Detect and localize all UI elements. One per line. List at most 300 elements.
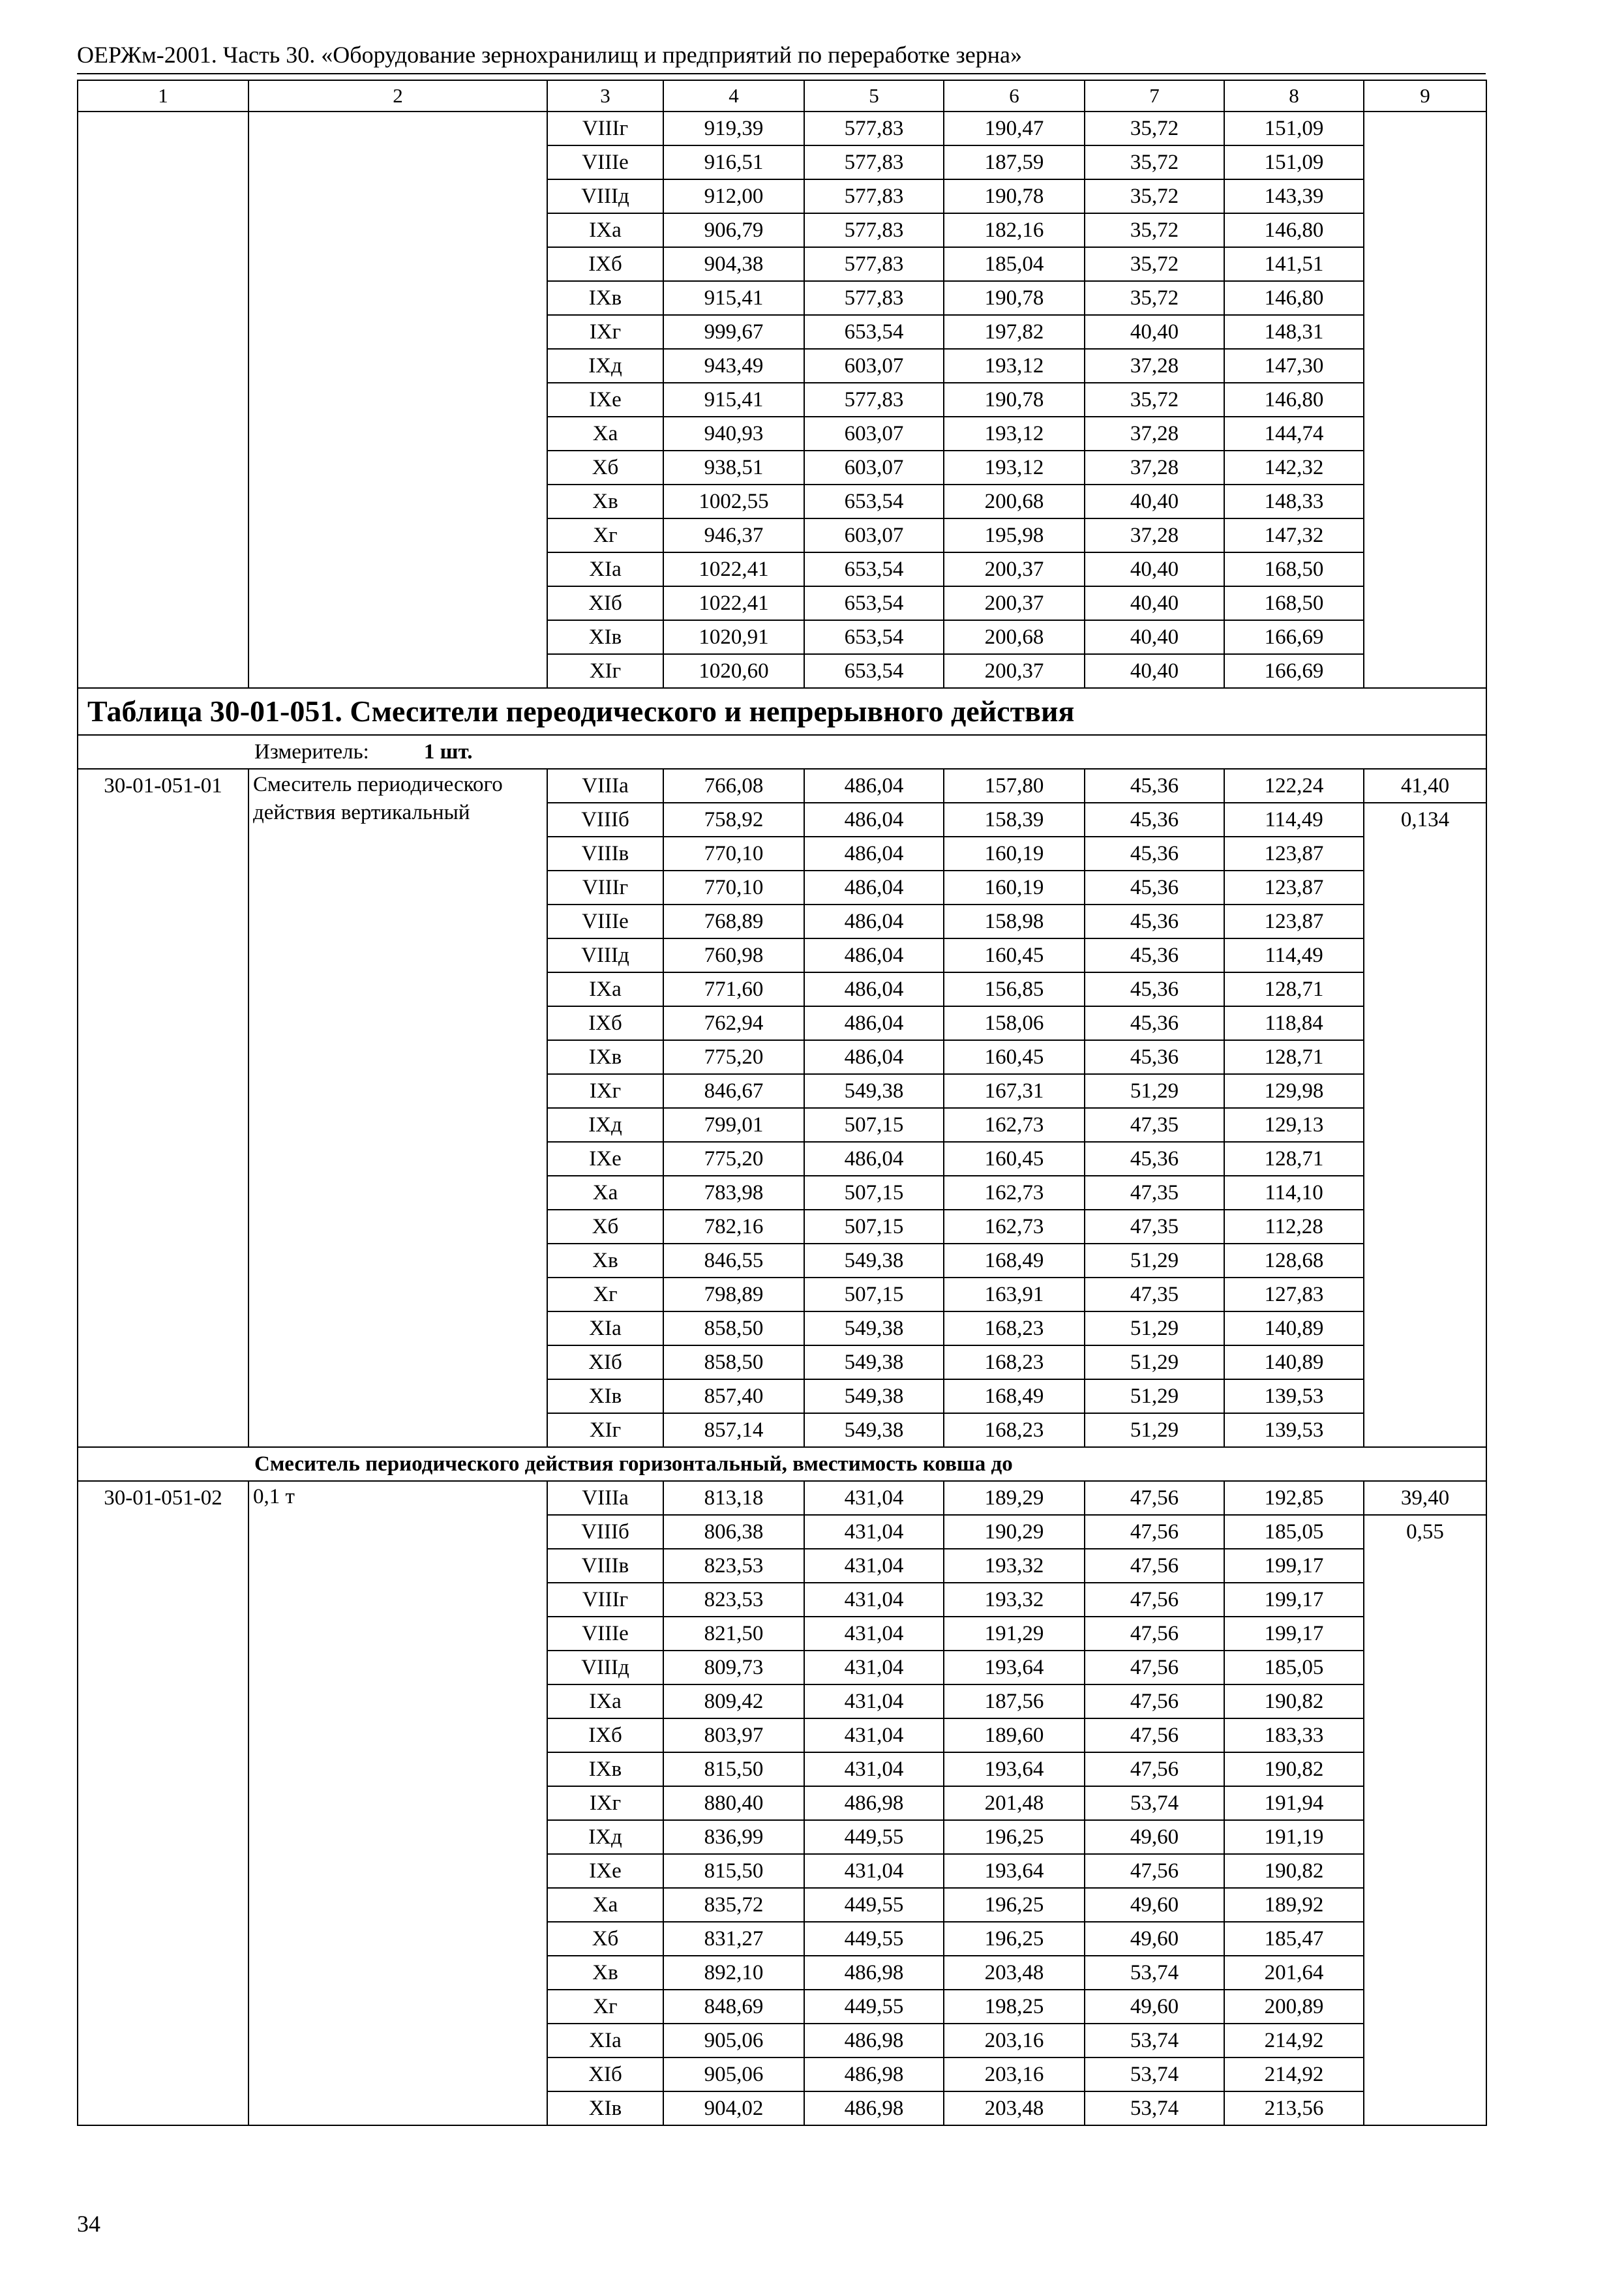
value-cell: 653,54 <box>804 586 944 620</box>
value-cell: 549,38 <box>804 1379 944 1413</box>
value-cell: 200,37 <box>944 654 1085 688</box>
value-cell: 151,09 <box>1224 112 1364 145</box>
value-cell: 40,40 <box>1085 620 1224 654</box>
value-cell: 603,07 <box>804 417 944 451</box>
value-cell: 45,36 <box>1085 972 1224 1006</box>
region-cell: Xб <box>547 1210 663 1244</box>
value-cell: 190,82 <box>1224 1854 1364 1888</box>
value-cell: 47,56 <box>1085 1854 1224 1888</box>
value-cell: 47,56 <box>1085 1718 1224 1752</box>
value-cell: 486,04 <box>804 837 944 871</box>
value-cell: 806,38 <box>663 1515 804 1549</box>
value-cell: 946,37 <box>663 518 804 552</box>
value-cell: 160,45 <box>944 938 1085 972</box>
value-cell: 168,49 <box>944 1244 1085 1278</box>
value-cell: 45,36 <box>1085 837 1224 871</box>
value-cell: 200,68 <box>944 620 1085 654</box>
value-cell: 45,36 <box>1085 938 1224 972</box>
value-cell: 486,04 <box>804 871 944 905</box>
value-cell: 35,72 <box>1085 281 1224 315</box>
region-cell: VIIIд <box>547 1651 663 1684</box>
region-cell: IXд <box>547 1820 663 1854</box>
region-cell: XIа <box>547 552 663 586</box>
value-cell: 144,74 <box>1224 417 1364 451</box>
value-cell: 49,60 <box>1085 1922 1224 1956</box>
value-cell: 151,09 <box>1224 145 1364 179</box>
value-cell: 203,16 <box>944 2024 1085 2057</box>
region-cell: IXе <box>547 1854 663 1888</box>
item-name-cell: 0,1 т <box>248 1481 547 2125</box>
value-cell: 168,23 <box>944 1413 1085 1447</box>
value-cell: 187,56 <box>944 1684 1085 1718</box>
value-cell: 200,37 <box>944 552 1085 586</box>
value-cell: 157,80 <box>944 769 1085 803</box>
measure-value: 1 шт. <box>423 740 473 764</box>
value-cell: 45,36 <box>1085 1142 1224 1176</box>
value-cell: 160,45 <box>944 1142 1085 1176</box>
region-cell: IXб <box>547 247 663 281</box>
region-cell: Xг <box>547 1278 663 1311</box>
value-cell: 189,29 <box>944 1481 1085 1515</box>
value-cell: 577,83 <box>804 112 944 145</box>
value-cell: 203,48 <box>944 1956 1085 1990</box>
value-cell: 906,79 <box>663 213 804 247</box>
region-cell: VIIIг <box>547 112 663 145</box>
value-cell: 189,60 <box>944 1718 1085 1752</box>
value-cell: 549,38 <box>804 1244 944 1278</box>
region-cell: XIб <box>547 1345 663 1379</box>
region-cell: Xв <box>547 485 663 518</box>
measure-cell <box>78 735 1486 769</box>
column-number: 9 <box>1364 80 1486 112</box>
region-cell: VIIIв <box>547 1549 663 1583</box>
page-number: 34 <box>77 2211 100 2237</box>
region-cell: VIIIа <box>547 1481 663 1515</box>
value-cell: 653,54 <box>804 485 944 518</box>
region-cell: Xб <box>547 451 663 485</box>
value-cell: 938,51 <box>663 451 804 485</box>
col9-value: 41,40 <box>1364 770 1486 803</box>
region-cell: IXа <box>547 972 663 1006</box>
value-cell: 158,39 <box>944 803 1085 837</box>
value-cell: 813,18 <box>663 1481 804 1515</box>
measure-row <box>78 735 1486 769</box>
value-cell: 549,38 <box>804 1413 944 1447</box>
value-cell: 815,50 <box>663 1854 804 1888</box>
value-cell: 45,36 <box>1085 905 1224 938</box>
value-cell: 904,38 <box>663 247 804 281</box>
value-cell: 1020,91 <box>663 620 804 654</box>
value-cell: 112,28 <box>1224 1210 1364 1244</box>
subheading-row <box>78 1447 1486 1481</box>
value-cell: 47,35 <box>1085 1210 1224 1244</box>
value-cell: 148,31 <box>1224 315 1364 349</box>
value-cell: 47,56 <box>1085 1617 1224 1651</box>
value-cell: 200,37 <box>944 586 1085 620</box>
value-cell: 190,82 <box>1224 1684 1364 1718</box>
value-cell: 857,40 <box>663 1379 804 1413</box>
value-cell: 47,35 <box>1085 1176 1224 1210</box>
value-cell: 880,40 <box>663 1786 804 1820</box>
value-cell: 201,64 <box>1224 1956 1364 1990</box>
value-cell: 191,19 <box>1224 1820 1364 1854</box>
value-cell: 549,38 <box>804 1311 944 1345</box>
region-cell: IXг <box>547 315 663 349</box>
region-cell: VIIIд <box>547 179 663 213</box>
value-cell: 183,33 <box>1224 1718 1364 1752</box>
value-cell: 141,51 <box>1224 247 1364 281</box>
value-cell: 549,38 <box>804 1074 944 1108</box>
value-cell: 857,14 <box>663 1413 804 1447</box>
value-cell: 196,25 <box>944 1922 1085 1956</box>
value-cell: 187,59 <box>944 145 1085 179</box>
value-cell: 449,55 <box>804 1990 944 2024</box>
value-cell: 128,71 <box>1224 1040 1364 1074</box>
col9-cell <box>1364 769 1486 1447</box>
value-cell: 148,33 <box>1224 485 1364 518</box>
value-cell: 47,56 <box>1085 1684 1224 1718</box>
value-cell: 653,54 <box>804 315 944 349</box>
value-cell: 190,82 <box>1224 1752 1364 1786</box>
value-cell: 449,55 <box>804 1922 944 1956</box>
value-cell: 821,50 <box>663 1617 804 1651</box>
value-cell: 190,29 <box>944 1515 1085 1549</box>
value-cell: 190,78 <box>944 383 1085 417</box>
value-cell: 40,40 <box>1085 315 1224 349</box>
value-cell: 114,49 <box>1224 803 1364 837</box>
region-cell: XIг <box>547 654 663 688</box>
value-cell: 49,60 <box>1085 1888 1224 1922</box>
value-cell: 158,06 <box>944 1006 1085 1040</box>
region-cell: VIIIб <box>547 803 663 837</box>
value-cell: 40,40 <box>1085 654 1224 688</box>
value-cell: 45,36 <box>1085 1040 1224 1074</box>
value-cell: 40,40 <box>1085 552 1224 586</box>
column-number: 7 <box>1085 80 1224 112</box>
value-cell: 37,28 <box>1085 451 1224 485</box>
value-cell: 114,49 <box>1224 938 1364 972</box>
value-cell: 809,73 <box>663 1651 804 1684</box>
value-cell: 486,04 <box>804 905 944 938</box>
value-cell: 190,47 <box>944 112 1085 145</box>
column-number: 4 <box>663 80 804 112</box>
value-cell: 40,40 <box>1085 586 1224 620</box>
value-cell: 577,83 <box>804 247 944 281</box>
value-cell: 190,78 <box>944 281 1085 315</box>
value-cell: 762,94 <box>663 1006 804 1040</box>
value-cell: 603,07 <box>804 518 944 552</box>
region-cell: IXв <box>547 281 663 315</box>
value-cell: 431,04 <box>804 1583 944 1617</box>
value-cell: 214,92 <box>1224 2024 1364 2057</box>
value-cell: 189,92 <box>1224 1888 1364 1922</box>
value-cell: 37,28 <box>1085 417 1224 451</box>
value-cell: 770,10 <box>663 871 804 905</box>
value-cell: 193,64 <box>944 1752 1085 1786</box>
value-cell: 200,68 <box>944 485 1085 518</box>
table-title: Таблица 30-01-051. Смесители переодического и непрерывного действия <box>78 688 1486 735</box>
value-cell: 158,98 <box>944 905 1085 938</box>
value-cell: 142,32 <box>1224 451 1364 485</box>
value-cell: 577,83 <box>804 383 944 417</box>
value-cell: 905,06 <box>663 2024 804 2057</box>
value-cell: 193,32 <box>944 1583 1085 1617</box>
value-cell: 823,53 <box>663 1549 804 1583</box>
value-cell: 128,71 <box>1224 1142 1364 1176</box>
value-cell: 168,23 <box>944 1311 1085 1345</box>
region-cell: Xа <box>547 1176 663 1210</box>
value-cell: 190,78 <box>944 179 1085 213</box>
value-cell: 35,72 <box>1085 213 1224 247</box>
table-row <box>78 112 1486 145</box>
value-cell: 1022,41 <box>663 552 804 586</box>
value-cell: 999,67 <box>663 315 804 349</box>
value-cell: 653,54 <box>804 552 944 586</box>
column-number: 3 <box>547 80 663 112</box>
value-cell: 858,50 <box>663 1345 804 1379</box>
value-cell: 486,04 <box>804 1006 944 1040</box>
value-cell: 168,23 <box>944 1345 1085 1379</box>
value-cell: 1020,60 <box>663 654 804 688</box>
value-cell: 168,50 <box>1224 586 1364 620</box>
value-cell: 603,07 <box>804 349 944 383</box>
value-cell: 118,84 <box>1224 1006 1364 1040</box>
region-cell: XIв <box>547 1379 663 1413</box>
value-cell: 449,55 <box>804 1820 944 1854</box>
value-cell: 191,94 <box>1224 1786 1364 1820</box>
value-cell: 507,15 <box>804 1108 944 1142</box>
value-cell: 835,72 <box>663 1888 804 1922</box>
value-cell: 507,15 <box>804 1210 944 1244</box>
value-cell: 168,50 <box>1224 552 1364 586</box>
subheading: Смеситель периодического действия горизонтальный, вместимость ковша до <box>78 1447 1486 1481</box>
value-cell: 431,04 <box>804 1718 944 1752</box>
region-cell: Xг <box>547 518 663 552</box>
value-cell: 653,54 <box>804 620 944 654</box>
value-cell: 123,87 <box>1224 905 1364 938</box>
value-cell: 449,55 <box>804 1888 944 1922</box>
value-cell: 53,74 <box>1085 2091 1224 2125</box>
value-cell: 904,02 <box>663 2091 804 2125</box>
value-cell: 486,98 <box>804 2057 944 2091</box>
value-cell: 577,83 <box>804 179 944 213</box>
value-cell: 193,32 <box>944 1549 1085 1583</box>
value-cell: 129,98 <box>1224 1074 1364 1108</box>
value-cell: 782,16 <box>663 1210 804 1244</box>
value-cell: 203,16 <box>944 2057 1085 2091</box>
value-cell: 140,89 <box>1224 1311 1364 1345</box>
region-cell: IXг <box>547 1074 663 1108</box>
value-cell: 486,98 <box>804 1956 944 1990</box>
value-cell: 912,00 <box>663 179 804 213</box>
value-cell: 47,56 <box>1085 1515 1224 1549</box>
value-cell: 916,51 <box>663 145 804 179</box>
value-cell: 37,28 <box>1085 518 1224 552</box>
region-cell: IXд <box>547 1108 663 1142</box>
value-cell: 45,36 <box>1085 803 1224 837</box>
region-cell: Xа <box>547 417 663 451</box>
value-cell: 431,04 <box>804 1481 944 1515</box>
value-cell: 45,36 <box>1085 871 1224 905</box>
value-cell: 185,05 <box>1224 1651 1364 1684</box>
rates-table <box>77 80 1487 2126</box>
value-cell: 201,48 <box>944 1786 1085 1820</box>
value-cell: 919,39 <box>663 112 804 145</box>
value-cell: 803,97 <box>663 1718 804 1752</box>
column-number: 8 <box>1224 80 1364 112</box>
region-cell: XIб <box>547 2057 663 2091</box>
value-cell: 1022,41 <box>663 586 804 620</box>
value-cell: 193,64 <box>944 1854 1085 1888</box>
value-cell: 47,56 <box>1085 1752 1224 1786</box>
value-cell: 775,20 <box>663 1142 804 1176</box>
value-cell: 128,71 <box>1224 972 1364 1006</box>
value-cell: 185,47 <box>1224 1922 1364 1956</box>
value-cell: 193,12 <box>944 417 1085 451</box>
column-number: 6 <box>944 80 1085 112</box>
value-cell: 799,01 <box>663 1108 804 1142</box>
region-cell: Xв <box>547 1956 663 1990</box>
value-cell: 431,04 <box>804 1684 944 1718</box>
region-cell: XIа <box>547 1311 663 1345</box>
value-cell: 168,49 <box>944 1379 1085 1413</box>
value-cell: 431,04 <box>804 1651 944 1684</box>
value-cell: 431,04 <box>804 1549 944 1583</box>
region-cell: IXб <box>547 1718 663 1752</box>
region-cell: VIIIа <box>547 769 663 803</box>
value-cell: 213,56 <box>1224 2091 1364 2125</box>
value-cell: 51,29 <box>1085 1311 1224 1345</box>
value-cell: 846,67 <box>663 1074 804 1108</box>
region-cell: IXг <box>547 1786 663 1820</box>
value-cell: 123,87 <box>1224 837 1364 871</box>
value-cell: 823,53 <box>663 1583 804 1617</box>
value-cell: 915,41 <box>663 383 804 417</box>
region-cell: XIа <box>547 2024 663 2057</box>
column-number: 2 <box>248 80 547 112</box>
value-cell: 197,82 <box>944 315 1085 349</box>
value-cell: 53,74 <box>1085 2057 1224 2091</box>
value-cell: 146,80 <box>1224 281 1364 315</box>
region-cell: XIг <box>547 1413 663 1447</box>
value-cell: 809,42 <box>663 1684 804 1718</box>
region-cell: VIIIе <box>547 1617 663 1651</box>
value-cell: 577,83 <box>804 213 944 247</box>
region-cell: VIIIд <box>547 938 663 972</box>
column-number: 1 <box>78 80 248 112</box>
value-cell: 162,73 <box>944 1210 1085 1244</box>
value-cell: 577,83 <box>804 281 944 315</box>
page-header: ОЕРЖм-2001. Часть 30. «Оборудование зернохранилищ и предприятий по переработке зерна» <box>77 42 1022 68</box>
value-cell: 603,07 <box>804 451 944 485</box>
value-cell: 831,27 <box>663 1922 804 1956</box>
value-cell: 848,69 <box>663 1990 804 2024</box>
item-code-cell: 30-01-051-02 <box>78 1481 248 2125</box>
value-cell: 182,16 <box>944 213 1085 247</box>
region-cell: IXа <box>547 213 663 247</box>
value-cell: 167,31 <box>944 1074 1085 1108</box>
value-cell: 146,80 <box>1224 383 1364 417</box>
col9-value: 0,55 <box>1406 1520 1444 1544</box>
value-cell: 846,55 <box>663 1244 804 1278</box>
value-cell: 940,93 <box>663 417 804 451</box>
value-cell: 431,04 <box>804 1854 944 1888</box>
value-cell: 905,06 <box>663 2057 804 2091</box>
value-cell: 758,92 <box>663 803 804 837</box>
value-cell: 199,17 <box>1224 1617 1364 1651</box>
item-code-cell <box>78 112 248 688</box>
value-cell: 431,04 <box>804 1515 944 1549</box>
value-cell: 49,60 <box>1085 1820 1224 1854</box>
value-cell: 199,17 <box>1224 1583 1364 1617</box>
value-cell: 162,73 <box>944 1108 1085 1142</box>
col9-cell <box>1364 112 1486 688</box>
region-cell: Xб <box>547 1922 663 1956</box>
col9-cell <box>1364 1481 1486 2125</box>
value-cell: 35,72 <box>1085 145 1224 179</box>
value-cell: 140,89 <box>1224 1345 1364 1379</box>
value-cell: 771,60 <box>663 972 804 1006</box>
value-cell: 192,85 <box>1224 1481 1364 1515</box>
value-cell: 47,35 <box>1085 1278 1224 1311</box>
value-cell: 195,98 <box>944 518 1085 552</box>
value-cell: 836,99 <box>663 1820 804 1854</box>
value-cell: 53,74 <box>1085 2024 1224 2057</box>
region-cell: VIIIе <box>547 145 663 179</box>
value-cell: 798,89 <box>663 1278 804 1311</box>
value-cell: 486,98 <box>804 2024 944 2057</box>
value-cell: 166,69 <box>1224 620 1364 654</box>
value-cell: 196,25 <box>944 1820 1085 1854</box>
value-cell: 146,80 <box>1224 213 1364 247</box>
item-name-cell: Смеситель периодического действия вертикальный <box>248 769 547 1447</box>
region-cell: IXе <box>547 1142 663 1176</box>
value-cell: 199,17 <box>1224 1549 1364 1583</box>
region-cell: IXе <box>547 383 663 417</box>
region-cell: IXб <box>547 1006 663 1040</box>
value-cell: 35,72 <box>1085 247 1224 281</box>
value-cell: 193,64 <box>944 1651 1085 1684</box>
value-cell: 915,41 <box>663 281 804 315</box>
region-cell: VIIIг <box>547 871 663 905</box>
value-cell: 51,29 <box>1085 1413 1224 1447</box>
value-cell: 783,98 <box>663 1176 804 1210</box>
value-cell: 53,74 <box>1085 1786 1224 1820</box>
value-cell: 486,04 <box>804 769 944 803</box>
value-cell: 653,54 <box>804 654 944 688</box>
value-cell: 486,04 <box>804 972 944 1006</box>
value-cell: 1002,55 <box>663 485 804 518</box>
value-cell: 486,04 <box>804 938 944 972</box>
value-cell: 40,40 <box>1085 485 1224 518</box>
value-cell: 770,10 <box>663 837 804 871</box>
region-cell: IXв <box>547 1040 663 1074</box>
value-cell: 160,19 <box>944 837 1085 871</box>
region-cell: Xв <box>547 1244 663 1278</box>
value-cell: 147,30 <box>1224 349 1364 383</box>
value-cell: 166,69 <box>1224 654 1364 688</box>
column-number-row <box>78 80 1486 112</box>
value-cell: 123,87 <box>1224 871 1364 905</box>
region-cell: VIIIе <box>547 905 663 938</box>
value-cell: 51,29 <box>1085 1379 1224 1413</box>
value-cell: 49,60 <box>1085 1990 1224 2024</box>
value-cell: 127,83 <box>1224 1278 1364 1311</box>
col9-value: 39,40 <box>1364 1482 1486 1516</box>
region-cell: Xа <box>547 1888 663 1922</box>
value-cell: 431,04 <box>804 1752 944 1786</box>
value-cell: 128,68 <box>1224 1244 1364 1278</box>
